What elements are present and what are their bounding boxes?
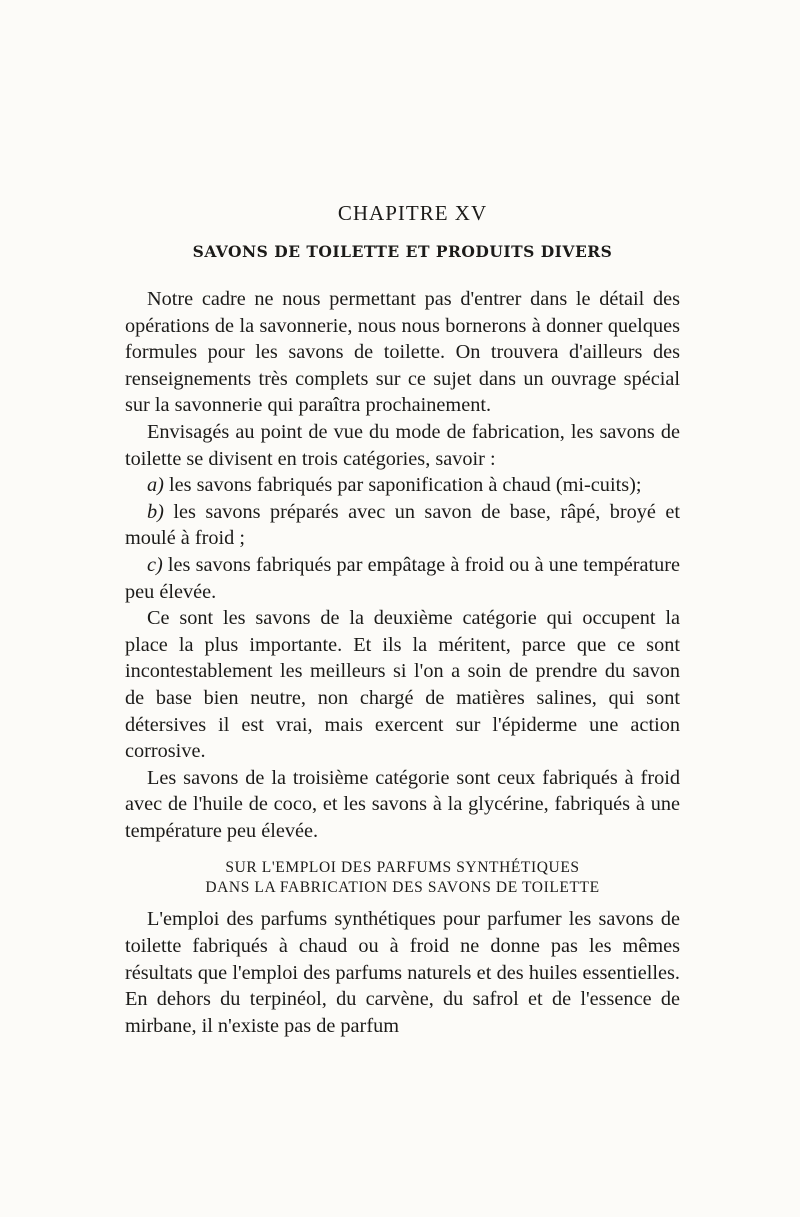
paragraph-third-category: Les savons de la troisième catégorie sont ceux fabriqués à froid avec de l'huile de coco, et les savons à la glycérine, fabriqués à une température peu élevée.	[125, 766, 680, 842]
list-text-a: les savons fabriqués par saponification à chaud (mi-cuits);	[163, 474, 642, 497]
paragraph-intro: Notre cadre ne nous permettant pas d'entrer dans le détail des opérations de la savonnerie, nous nous bornerons à donner quelques formules pour les savons de toilette. On trouvera d'ailleurs des renseignements très complets sur ce sujet dans un ouvrage spécial sur la savonnerie qui paraîtra prochainement.	[125, 288, 680, 417]
paragraph-categories: Envisagés au point de vue du mode de fabrication, les savons de toilette se divisent en trois catégories, savoir :	[125, 420, 680, 470]
chapter-number: CHAPITRE XV	[337, 201, 488, 225]
list-text-b: les savons préparés avec un savon de base, râpé, broyé et moulé à froid ;	[125, 500, 680, 550]
section-heading	[125, 858, 680, 898]
list-item-c	[125, 552, 680, 605]
book-page	[125, 198, 680, 1039]
list-item-b	[125, 499, 680, 552]
chapter-body	[125, 286, 680, 1039]
list-marker-c: c)	[147, 553, 163, 576]
paragraph-synthetic-perfumes: L'emploi des parfums synthétiques pour parfumer les savons de toilette fabriqués à chaud ou à froid ne donne pas les mêmes résultats que l'emploi des parfums naturels et des huiles essentielles. En dehors du terpinéol, du carvène, du safrol et de l'essence de mirbane, il n'existe pas de parfum	[125, 908, 680, 1037]
list-marker-a: a)	[147, 474, 164, 497]
section-heading-line-2: DANS LA FABRICATION DES SAVONS DE TOILETTE	[205, 879, 600, 897]
list-text-c: les savons fabriqués par empâtage à froid ou à une température peu élevée.	[125, 553, 680, 603]
chapter-title: SAVONS DE TOILETTE ET PRODUITS DIVERS	[192, 242, 613, 261]
list-marker-b: b)	[147, 500, 164, 523]
paragraph-second-category: Ce sont les savons de la deuxième catégorie qui occupent la place la plus importante. Et ils la méritent, parce que ce sont incontestablement les meilleurs si l'on a soin de prendre du savon de base bien neutre, non chargé de matières salines, qui sont détersives il est vrai, mais exercent sur l'épiderme une action corrosive.	[125, 607, 680, 763]
section-heading-line-1: SUR L'EMPLOI DES PARFUMS SYNTHÉTIQUES	[225, 859, 580, 877]
list-item-a	[125, 472, 680, 499]
